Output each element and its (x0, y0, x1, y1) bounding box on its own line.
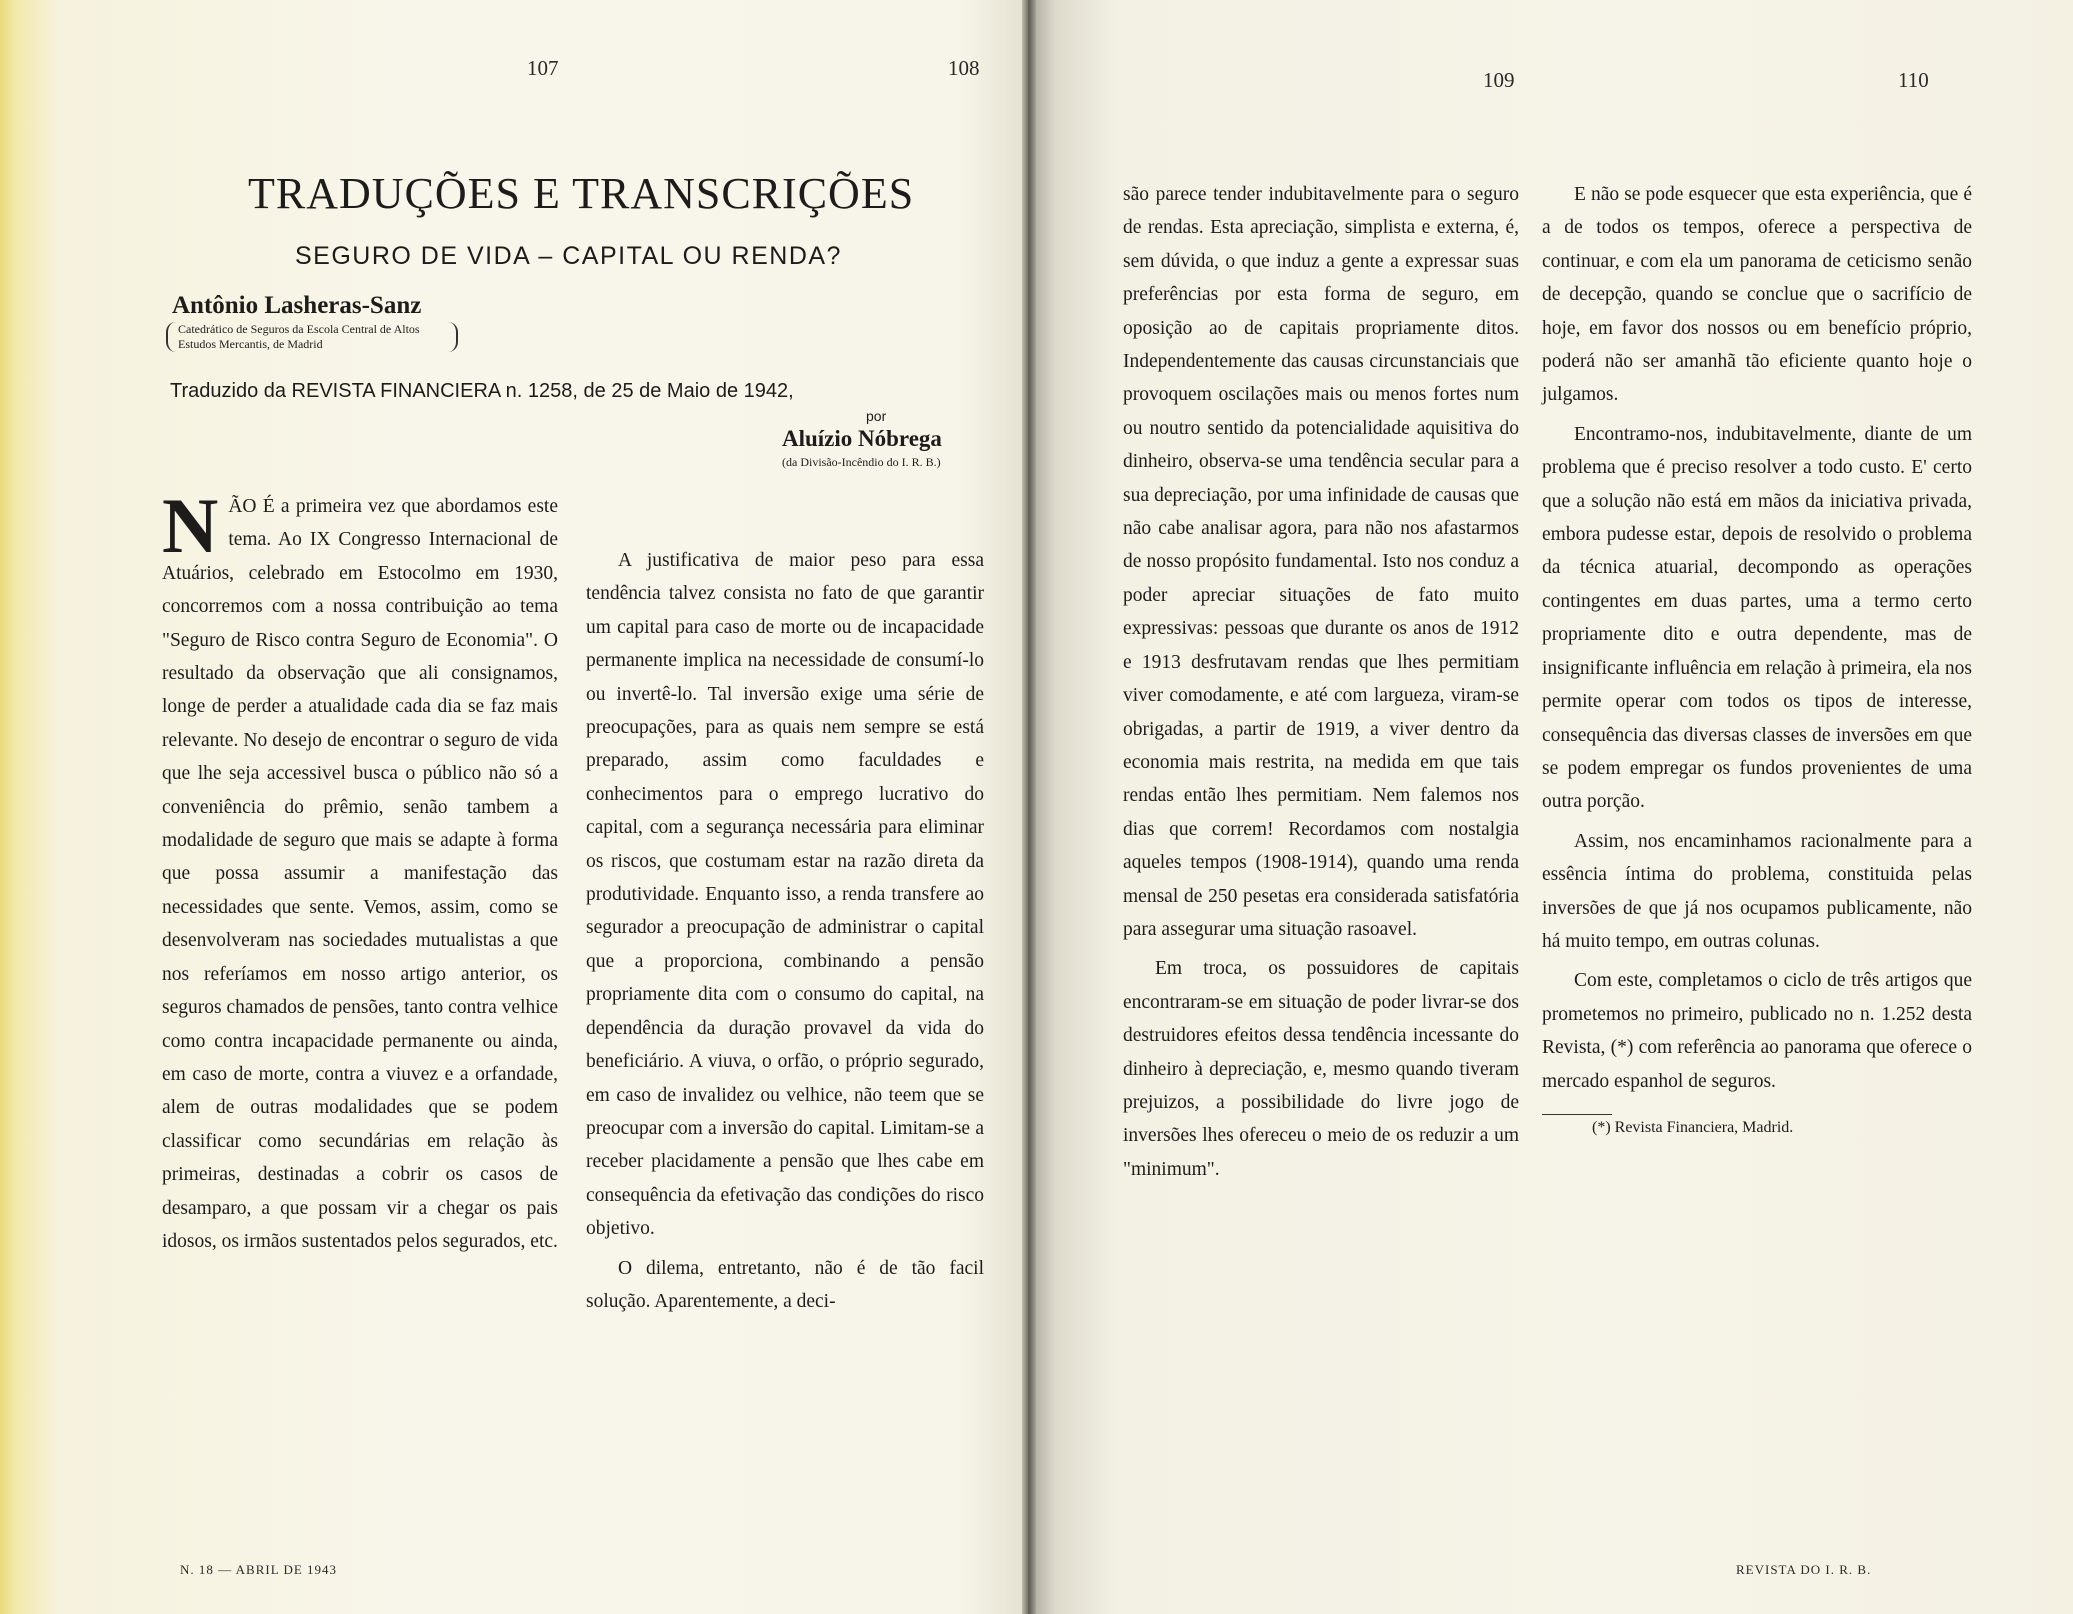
footnote-divider (1542, 1114, 1612, 1115)
paragraph: Em troca, os possuidores de capitais encontraram-se em situação de poder livrar-se dos destruidores efeitos dessa tendência incessante do dinheiro à depreciação, e, mesmo quando tiveram prejuizos, a possibilidade do livre jogo de inversões lhes ofereceu o meio de os reduzir a um "minimum". (1123, 958, 1519, 1180)
text-column-1 (162, 482, 558, 1258)
page-number-109: 109 (1483, 68, 1515, 92)
paragraph: Encontramo-nos, indubitavelmente, diante de um problema que é preciso resolver a todo custo. E' certo que a solução não está em mãos da iniciativa privada, embora pudesse estar, depois de resolvido o problema da técnica atuarial, decompondo as operações contingentes em duas partes, uma a termo certo propriamente dito e outra dependente, mas de insignificante influência em relação à primeira, ela nos permite operar com todos os tipos de interesse, consequência das diversas classes de inversões em que se podem empregar os fundos provenientes de uma outra porção. (1542, 423, 1972, 813)
text-column-3 (1123, 178, 1519, 1186)
paragraph: O dilema, entretanto, não é de tão facil solução. Aparentemente, a deci- (586, 1257, 984, 1312)
right-page (1028, 0, 2073, 1614)
translator-name: Aluízio Nóbrega (782, 426, 942, 451)
drop-cap: N (162, 482, 219, 569)
paragraph: ÃO É a primeira vez que abordamos este tema. Ao IX Congresso Internacional de Atuários, celebrado em Estocolmo em 1930, concorremos com a nossa contribuição ao tema "Seguro de Risco contra Seguro de Economia". O resultado da observação que ali consignamos, longe de perder a atualidade cada dia se faz mais relevante. No desejo de encontrar o seguro de vida que lhe seja accessivel busca o público não só a conveniência do prêmio, senão tambem a modalidade de seguro que mais se adapte à forma que possa assumir a manifestação das necessidades que sente. Vemos, assim, como se desenvolveram nas sociedades mutualistas a que nos referíamos em nosso artigo anterior, os seguros chamados de pensões, tanto contra velhice como contra incapacidade permanente ou ainda, em caso de morte, contra a viuvez e a orfandade, alem de outras modalidades que se podem classificar como secundárias em relação às primeiras, destinadas a cobrir os casos de desamparo, a que possam vir a chegar os pais idosos, os irmãos sustentados pelos segurados, etc. (162, 496, 558, 1252)
article-title: SEGURO DE VIDA – CAPITAL OU RENDA? (295, 242, 842, 270)
text-column-2 (586, 544, 984, 1318)
paragraph: Com este, completamos o ciclo de três artigos que prometemos no primeiro, publicado no n. 1.252 desta Revista, (*) com referência ao panorama que oferece o mercado espanhol de seguros. (1542, 970, 1972, 1092)
footer-issue-date: N. 18 — ABRIL DE 1943 (180, 1562, 338, 1577)
page-number-110: 110 (1898, 68, 1929, 92)
text-column-4 (1542, 178, 1972, 1137)
page-number-108: 108 (948, 56, 980, 80)
page-number-107: 107 (527, 56, 559, 80)
paragraph: A justificativa de maior peso para essa tendência talvez consista no fato de que garantir um capital para caso de morte ou de incapacidade permanente implica na necessidade de consumí-lo ou invertê-lo. Tal inversão exige uma série de preocupações, para as quais nem sempre se está preparado, assim como faculdades e conhecimentos para o emprego lucrativo do capital, com a segurança necessária para eliminar os riscos, que costumam estar na razão direta da produtividade. Enquanto isso, a renda transfere ao segurador a preocupação de administrar o capital que a proporciona, combinando a pensão propriamente dita com o consumo do capital, na dependência da duração provavel da vida do beneficiário. A viuva, o orfão, o próprio segurado, em caso de invalidez ou velhice, não teem que se preocupar com a inversão do capital. Limitam-se a receber placidamente a pensão que lhes cabe em consequência da efetivação das condições do risco objetivo. (586, 550, 984, 1240)
translator-division: (da Divisão-Incêndio do I. R. B.) (782, 455, 941, 469)
author-affiliation: Catedrático de Seguros da Escola Central de Altos Estudos Mercantis, de Madrid (166, 322, 458, 352)
section-title: TRADUÇÕES E TRANSCRIÇÕES (248, 169, 915, 218)
book-gutter (1022, 0, 1036, 1614)
translation-source: Traduzido da REVISTA FINANCIERA n. 1258, de 25 de Maio de 1942, (170, 380, 794, 402)
paragraph: E não se pode esquecer que esta experiência, que é a de todos os tempos, oferece a perspectiva de continuar, e com ela um panorama de ceticismo senão de decepção, quando se conclue que o sacrifício de hoje, em favor dos nossos ou em benefício próprio, poderá não ser amanhã tão eficiente quanto hoje o julgamos. (1542, 184, 1972, 406)
paragraph: Assim, nos encaminhamos racionalmente para a essência íntima do problema, constituida pelas inversões de que já nos ocupamos publicamente, não há muito tempo, em outras colunas. (1542, 830, 1972, 952)
footer-journal-name: REVISTA DO I. R. B. (1736, 1562, 1872, 1577)
author-name: Antônio Lasheras-Sanz (172, 292, 422, 319)
footnote: (*) Revista Financiera, Madrid. (1592, 1118, 1794, 1136)
left-page (0, 0, 1028, 1614)
translated-by-label: por (866, 408, 887, 424)
paragraph: são parece tender indubitavelmente para o seguro de rendas. Esta apreciação, simplista e externa, é, sem dúvida, o que induz a gente a expressar suas preferências por esta forma de seguro, em oposição ao de capitais propriamente ditos. Independentemente das causas circunstanciais que provoquem oscilações mais ou menos fortes num ou noutro sentido da potencialidade aquisitiva do dinheiro, observa-se uma tendência secular para a sua depreciação, por uma infinidade de causas que não cabe analisar agora, para não nos afastarmos de nosso propósito fundamental. Isto nos conduz a poder apreciar situações de fato muito expressivas: pessoas que durante os anos de 1912 e 1913 desfrutavam rendas que lhes permitiam viver comodamente, e até com largueza, viram-se obrigadas, a partir de 1919, a viver dentro da economia mais restrita, na medida em que tais rendas então lhes permitiam. Nem falemos nos dias que correm! Recordamos com nostalgia aqueles tempos (1908-1914), quando uma renda mensal de 250 pesetas era considerada satisfatória para assegurar uma situação rasoavel. (1123, 184, 1519, 940)
